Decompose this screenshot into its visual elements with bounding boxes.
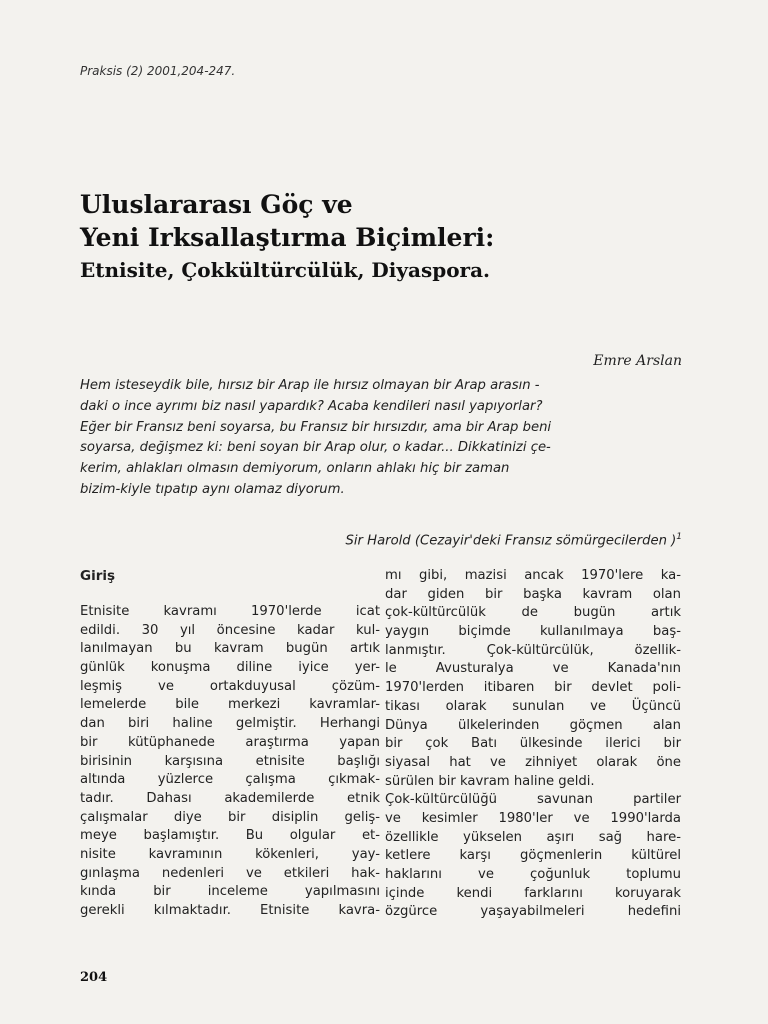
epigraph-source-text: Sir Harold (Cezayir'deki Fransız sömürgecilerden ) [345, 533, 677, 549]
body-line: siyasal hat ve zihniyet olarak öne [385, 754, 681, 770]
body-line: altında yüzlerce çalışma çıkmak- [80, 772, 380, 788]
epigraph-line: Hem isteseydik bile, hırsız bir Arap ile hırsız olmayan bir Arap arasın - [80, 378, 540, 393]
epigraph-line: bizim-kiyle tıpatıp aynı olamaz diyorum. [80, 481, 345, 497]
body-line: çalışmalar diye bir disiplin geliş- [80, 809, 380, 825]
title-line-1: Uluslararası Göç ve [80, 190, 353, 219]
body-line: bir çok Batı ülkesinde ilerici bir [385, 736, 681, 752]
body-line: tikası olarak sunulan ve Üçüncü [385, 698, 681, 714]
epigraph-line: kerim, ahlakları olmasın demiyorum, onların ahlakı hiç bir zaman [80, 461, 510, 477]
body-line: Çok-kültürcülüğü savunan partiler [385, 792, 681, 808]
body-line: gınlaşma nedenleri ve etkileri hak- [80, 865, 380, 881]
body-line: lanılmayan bu kavram bugün artık [80, 641, 380, 657]
body-line: Etnisite kavramı 1970'lerde icat [80, 604, 380, 619]
body-line: Dünya ülkelerinden göçmen alan [385, 717, 681, 733]
page-number: 204 [80, 970, 108, 985]
body-line: lemelerde bile merkezi kavramlar- [80, 697, 380, 713]
epigraph-line: Eğer bir Fransız beni soyarsa, bu Fransız bir hırsızdır, ama bir Arap beni [80, 419, 552, 435]
body-line: nisite kavramının kökenleri, yay- [80, 846, 380, 862]
body-line: bir kütüphanede araştırma yapan [80, 734, 380, 750]
body-line: sürülen bir kavram haline geldi. [385, 773, 595, 789]
title-block [80, 188, 680, 285]
body-line: mı gibi, mazisi ancak 1970'lere ka- [385, 568, 681, 583]
subtitle: Etnisite, Çokkültürcülük, Diyaspora. [80, 258, 490, 282]
right-column [385, 567, 681, 922]
body-line: haklarını ve çoğunluk toplumu [385, 867, 681, 882]
body-line: tadır. Dahası akademilerde etnik [80, 790, 380, 806]
body-line: le Avusturalya ve Kanada'nın [385, 661, 681, 677]
body-line: dar giden bir başka kavram olan [385, 586, 681, 602]
journal-citation: Praksis (2) 2001,204-247. [80, 64, 236, 78]
body-line: ve kesimler 1980'ler ve 1990'larda [385, 810, 681, 826]
body-line: gerekli kılmaktadır. Etnisite kavra- [80, 903, 380, 918]
author-name: Emre Arslan [593, 353, 682, 369]
body-line: edildi. 30 yıl öncesine kadar kul- [80, 622, 380, 638]
body-line: yaygın biçimde kullanılmaya baş- [385, 624, 681, 640]
section-heading: Giriş [80, 568, 116, 584]
body-line: günlük konuşma diline iyice yer- [80, 660, 380, 676]
body-line: içinde kendi farklarını koruyarak [385, 885, 681, 901]
body-line: dan biri haline gelmiştir. Herhangi [80, 716, 380, 732]
body-line: leşmiş ve ortakduyusal çözüm- [80, 678, 380, 694]
footnote-marker: 1 [676, 532, 682, 542]
body-line: lanmıştır. Çok-kültürcülük, özellik- [385, 642, 681, 658]
body-line: ketlere karşı göçmenlerin kültürel [385, 848, 681, 864]
body-line: çok-kültürcülük de bugün artık [385, 605, 681, 621]
epigraph [80, 376, 682, 501]
epigraph-line: daki o ince ayrımı biz nasıl yapardık? Acaba kendileri nasıl yapıyorlar? [80, 398, 543, 414]
body-line: özgürce yaşayabilmeleri hedefini [385, 904, 681, 920]
epigraph-line: soyarsa, değişmez ki: beni soyan bir Arap olur, o kadar... Dikkatinizi çe- [80, 440, 551, 456]
body-line: kında bir inceleme yapılmasını [80, 884, 380, 900]
body-line: 1970'lerden itibaren bir devlet poli- [385, 680, 681, 696]
title-line-2: Yeni Irksallaştırma Biçimleri: [80, 223, 495, 252]
body-line: özellikle yükselen aşırı sağ hare- [385, 829, 681, 845]
body-line: meye başlamıştır. Bu olgular et- [80, 828, 380, 844]
body-line: birisinin karşısına etnisite başlığı [80, 753, 380, 769]
left-column [80, 566, 380, 921]
epigraph-source [346, 532, 683, 548]
